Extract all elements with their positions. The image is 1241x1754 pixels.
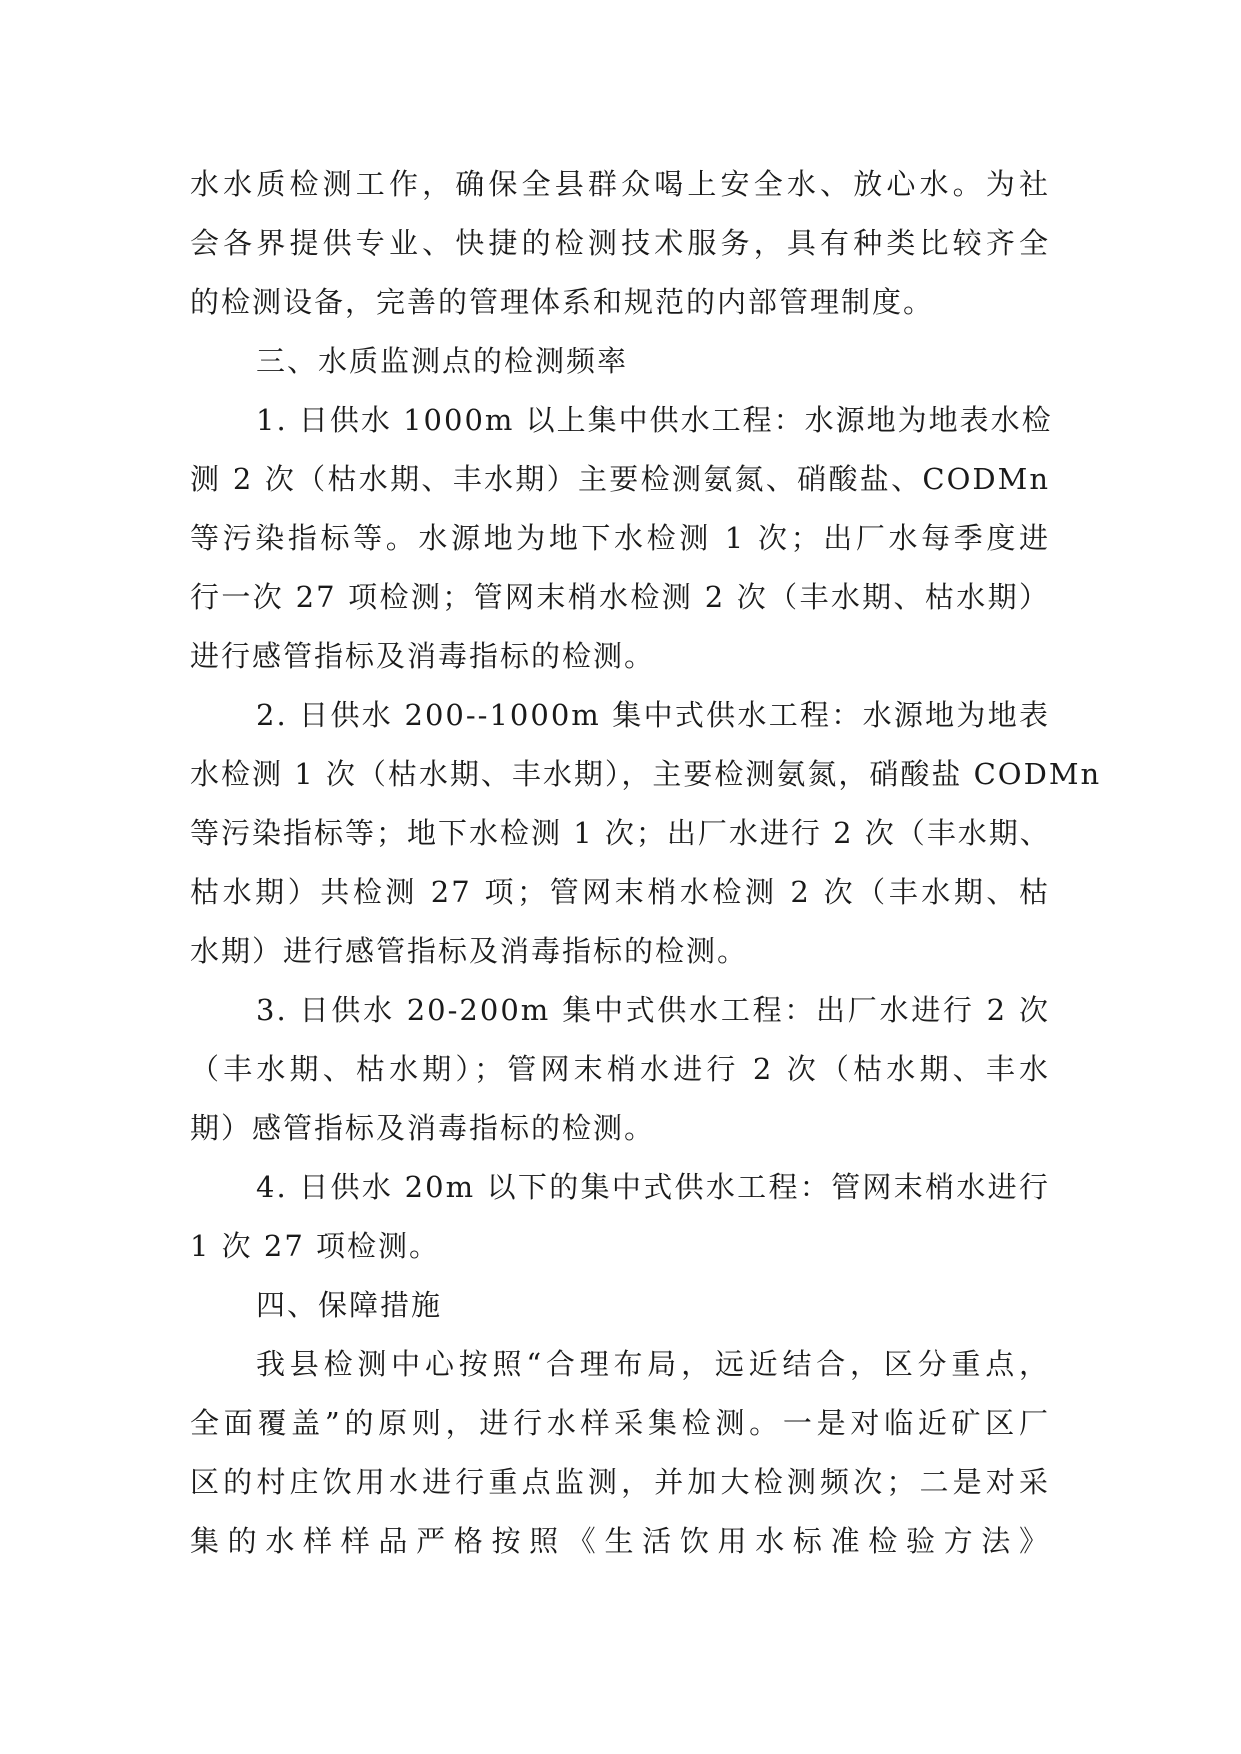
paragraph-line: 水检测 1 次（枯水期、丰水期），主要检测氨氮，硝酸盐 CODMn [190,757,1102,791]
paragraph-line: 会各界提供专业、快捷的检测技术服务，具有种类比较齐全 [190,226,1050,260]
paragraph-line: 集的水样样品严格按照《生活饮用水标准检验方法》 [190,1524,1050,1558]
paragraph-line: 等污染指标等。水源地为地下水检测 1 次；出厂水每季度进 [190,521,1050,555]
paragraph-line: 1 次 27 项检测。 [190,1229,441,1263]
paragraph-line: 区的村庄饮用水进行重点监测，并加大检测频次；二是对采 [190,1465,1050,1499]
paragraph-line: （丰水期、枯水期）；管网末梢水进行 2 次（枯水期、丰水 [190,1052,1050,1086]
paragraph-line: 水期）进行感管指标及消毒指标的检测。 [190,934,749,968]
paragraph-line: 水水质检测工作，确保全县群众喝上安全水、放心水。为社 [190,167,1050,201]
paragraph-line: 期）感管指标及消毒指标的检测。 [190,1111,656,1145]
paragraph-line: 进行感管指标及消毒指标的检测。 [190,639,656,673]
paragraph-line: 行一次 27 项检测；管网末梢水检测 2 次（丰水期、枯水期） [190,580,1050,614]
paragraph-line: 4. 日供水 20m 以下的集中式供水工程：管网末梢水进行 [256,1170,1050,1204]
section-heading: 三、水质监测点的检测频率 [256,344,629,378]
paragraph-line: 3. 日供水 20-200m 集中式供水工程：出厂水进行 2 次 [256,993,1050,1027]
document-body [190,155,1102,1571]
paragraph-line: 等污染指标等；地下水检测 1 次；出厂水进行 2 次（丰水期、 [190,816,1051,850]
paragraph-line: 1. 日供水 1000m 以上集中供水工程：水源地为地表水检 [256,403,1053,437]
paragraph-line: 全面覆盖”的原则，进行水样采集检测。一是对临近矿区厂 [190,1406,1050,1440]
paragraph-line: 我县检测中心按照“合理布局，远近结合，区分重点， [256,1347,1050,1381]
paragraph-line: 的检测设备，完善的管理体系和规范的内部管理制度。 [190,285,935,319]
paragraph-line: 枯水期）共检测 27 项；管网末梢水检测 2 次（丰水期、枯 [190,875,1050,909]
paragraph-line: 2. 日供水 200--1000m 集中式供水工程：水源地为地表 [256,698,1050,732]
paragraph-line: 测 2 次（枯水期、丰水期）主要检测氨氮、硝酸盐、CODMn [190,462,1050,496]
section-heading: 四、保障措施 [256,1288,443,1322]
